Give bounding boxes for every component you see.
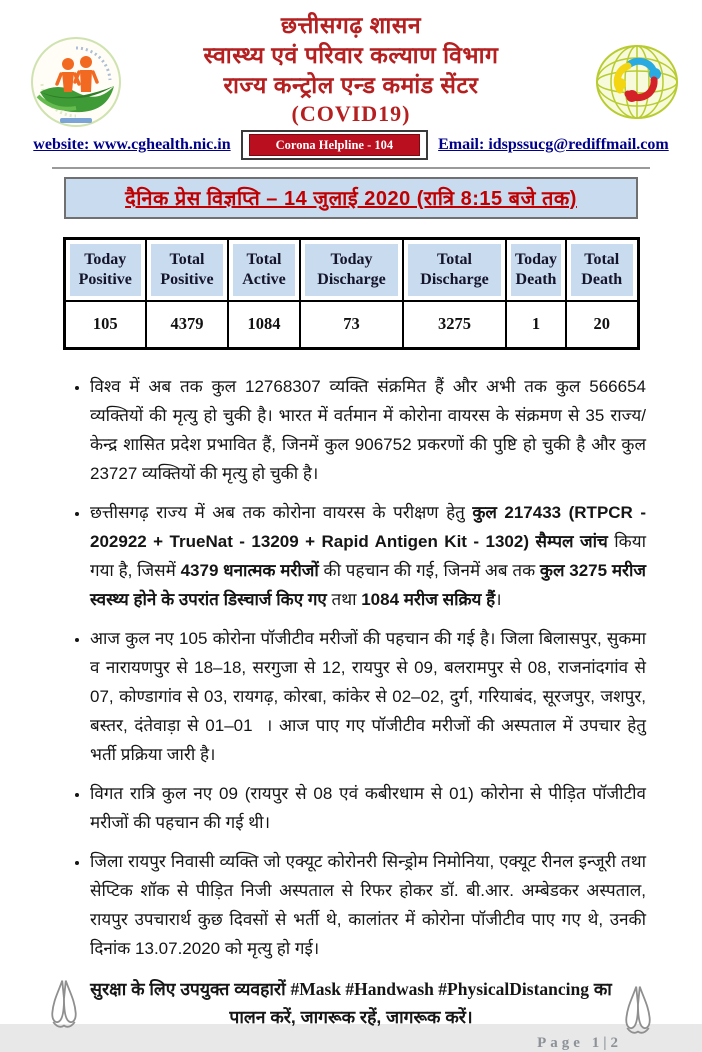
covid19-title-line: (COVID19) bbox=[291, 101, 411, 126]
corona-helpline-badge bbox=[241, 130, 428, 160]
folded-hands-icon bbox=[618, 983, 658, 1037]
val-total-positive: 4379 bbox=[146, 301, 228, 349]
health-mission-family-leaf-logo-icon bbox=[28, 34, 124, 134]
bullet-cg-testing-stats: • छत्तीसगढ़ राज्य में अब तक कोरोना वायरस के परीक्षण हेतु कुल 217433 (RTPCR - 202922 + TrueNat - 13209 + Rapid Antigen Kit - 1302) सैम्पल जांच किया गया है, जिसमें 4379 धनात्मक मरीजों की पहचान की गई, जिनमें अब तक कुल 3275 मरीज स्वस्थ्य होने के उपरांत डिस्चार्ज किए गए तथा 1084 मरीज सक्रिय हैं। bbox=[90, 498, 646, 614]
val-total-death: 20 bbox=[566, 301, 638, 349]
bullet-today-new-cases: • आज कुल नए 105 कोरोना पॉजीटीव मरीजों की पहचान की गई है। जिला बिलासपुर, सुकमा व नारायणपुर से 18–18, सरगुजा से 12, रायपुर से 09, बलरामपुर से 08, राजनांदगांव से 07, कोण्डागांव से 03, रायगढ़, कोरबा, कांकेर से 02–02, दुर्ग, गरियाबंद, सूरजपुर, जशपुर, बस्तर, दंतेवाड़ा से 01–01 । आज पाए गए पॉजीटीव मरीजों की अस्पताल में उपचार हेतु भर्ती प्रक्रिया जारी है। bbox=[90, 624, 646, 769]
stats-header-row bbox=[64, 239, 638, 301]
col-total-active: Total Active bbox=[228, 239, 300, 301]
email-link[interactable]: Email: idspssucg@rediffmail.com bbox=[438, 136, 669, 153]
header bbox=[0, 0, 702, 128]
corona-helpline-label: Corona Helpline - 104 bbox=[249, 134, 420, 156]
stats-value-row bbox=[64, 301, 638, 349]
header-divider bbox=[52, 167, 650, 169]
safety-message bbox=[46, 973, 656, 1033]
title-block bbox=[204, 10, 499, 128]
daily-press-note-banner bbox=[64, 177, 638, 219]
dept-title-line: स्वास्थ्य एवं परिवार कल्याण विभाग bbox=[203, 42, 499, 68]
contact-row bbox=[0, 130, 702, 160]
col-today-discharge: Today Discharge bbox=[300, 239, 403, 301]
covid-stats-table bbox=[63, 237, 640, 350]
folded-hands-icon bbox=[44, 977, 84, 1031]
center-title-line: राज्य कन्ट्रोल एन्ड कमांड सेंटर bbox=[223, 72, 479, 98]
bullet-raipur-death-case: • जिला रायपुर निवासी व्यक्ति जो एक्यूट कोरोनरी सिन्ड्रोम निमोनिया, एक्यूट रीनल इन्जूरी तथा सेप्टिक शॉक से पीड़ित निजी अस्पताल से रिफर होकर डॉ. बी.आर. अम्बेडकर अस्पताल, रायपुर उपचारार्थ कुछ दिवसों से भर्ती थे, कालांतर में कोरोना पॉजीटीव पाए गए थे, उनकी दिनांक 13.07.2020 को मृत्यु हो गई। bbox=[90, 847, 646, 963]
val-today-death: 1 bbox=[506, 301, 566, 349]
col-total-discharge: Total Discharge bbox=[403, 239, 506, 301]
col-today-death: Today Death bbox=[506, 239, 566, 301]
website-link[interactable]: website: www.cghealth.nic.in bbox=[33, 136, 231, 153]
bullet-world-india-stats: • विश्व में अब तक कुल 12768307 व्यक्ति संक्रमित हैं और अभी तक कुल 566654 व्यक्तियों की मृत्यु हो चुकी है। भारत में वर्तमान में कोरोना वायरस के संक्रमण से 35 राज्य/केन्द्र शासित प्रदेश प्रभावित हैं, जिनमें कुल 906752 प्रकरणों की पुष्टि हो चुकी है और कुल 23727 व्यक्तियों की मृत्यु हो चुकी है। bbox=[90, 372, 646, 488]
val-total-discharge: 3275 bbox=[403, 301, 506, 349]
val-today-discharge: 73 bbox=[300, 301, 403, 349]
col-total-death: Total Death bbox=[566, 239, 638, 301]
val-today-positive: 105 bbox=[64, 301, 146, 349]
val-total-active: 1084 bbox=[228, 301, 300, 349]
bullet-last-night-cases: • विगत रात्रि कुल नए 09 (रायपुर से 08 एवं कबीरधाम से 01) कोरोना से पीड़ित पॉजीटीव मरीजों की पहचान की गई थी। bbox=[90, 779, 646, 837]
col-total-positive: Total Positive bbox=[146, 239, 228, 301]
col-today-positive: Today Positive bbox=[64, 239, 146, 301]
bullet-list bbox=[70, 372, 646, 963]
page-number: Page 1|2 bbox=[537, 1035, 622, 1051]
gov-title-line: छत्तीसगढ़ शासन bbox=[280, 12, 422, 38]
safety-message-text: सुरक्षा के लिए उपयुक्त व्यवहारों #Mask #Handwash #PhysicalDistancing का पालन करें, जागरूक रहें, जागरूक करें। bbox=[90, 979, 612, 1027]
daily-press-note-title: दैनिक प्रेस विज्ञप्ति – 14 जुलाई 2020 (रात्रि 8:15 बजे तक) bbox=[125, 188, 577, 210]
idsp-globe-logo-icon bbox=[592, 40, 682, 124]
